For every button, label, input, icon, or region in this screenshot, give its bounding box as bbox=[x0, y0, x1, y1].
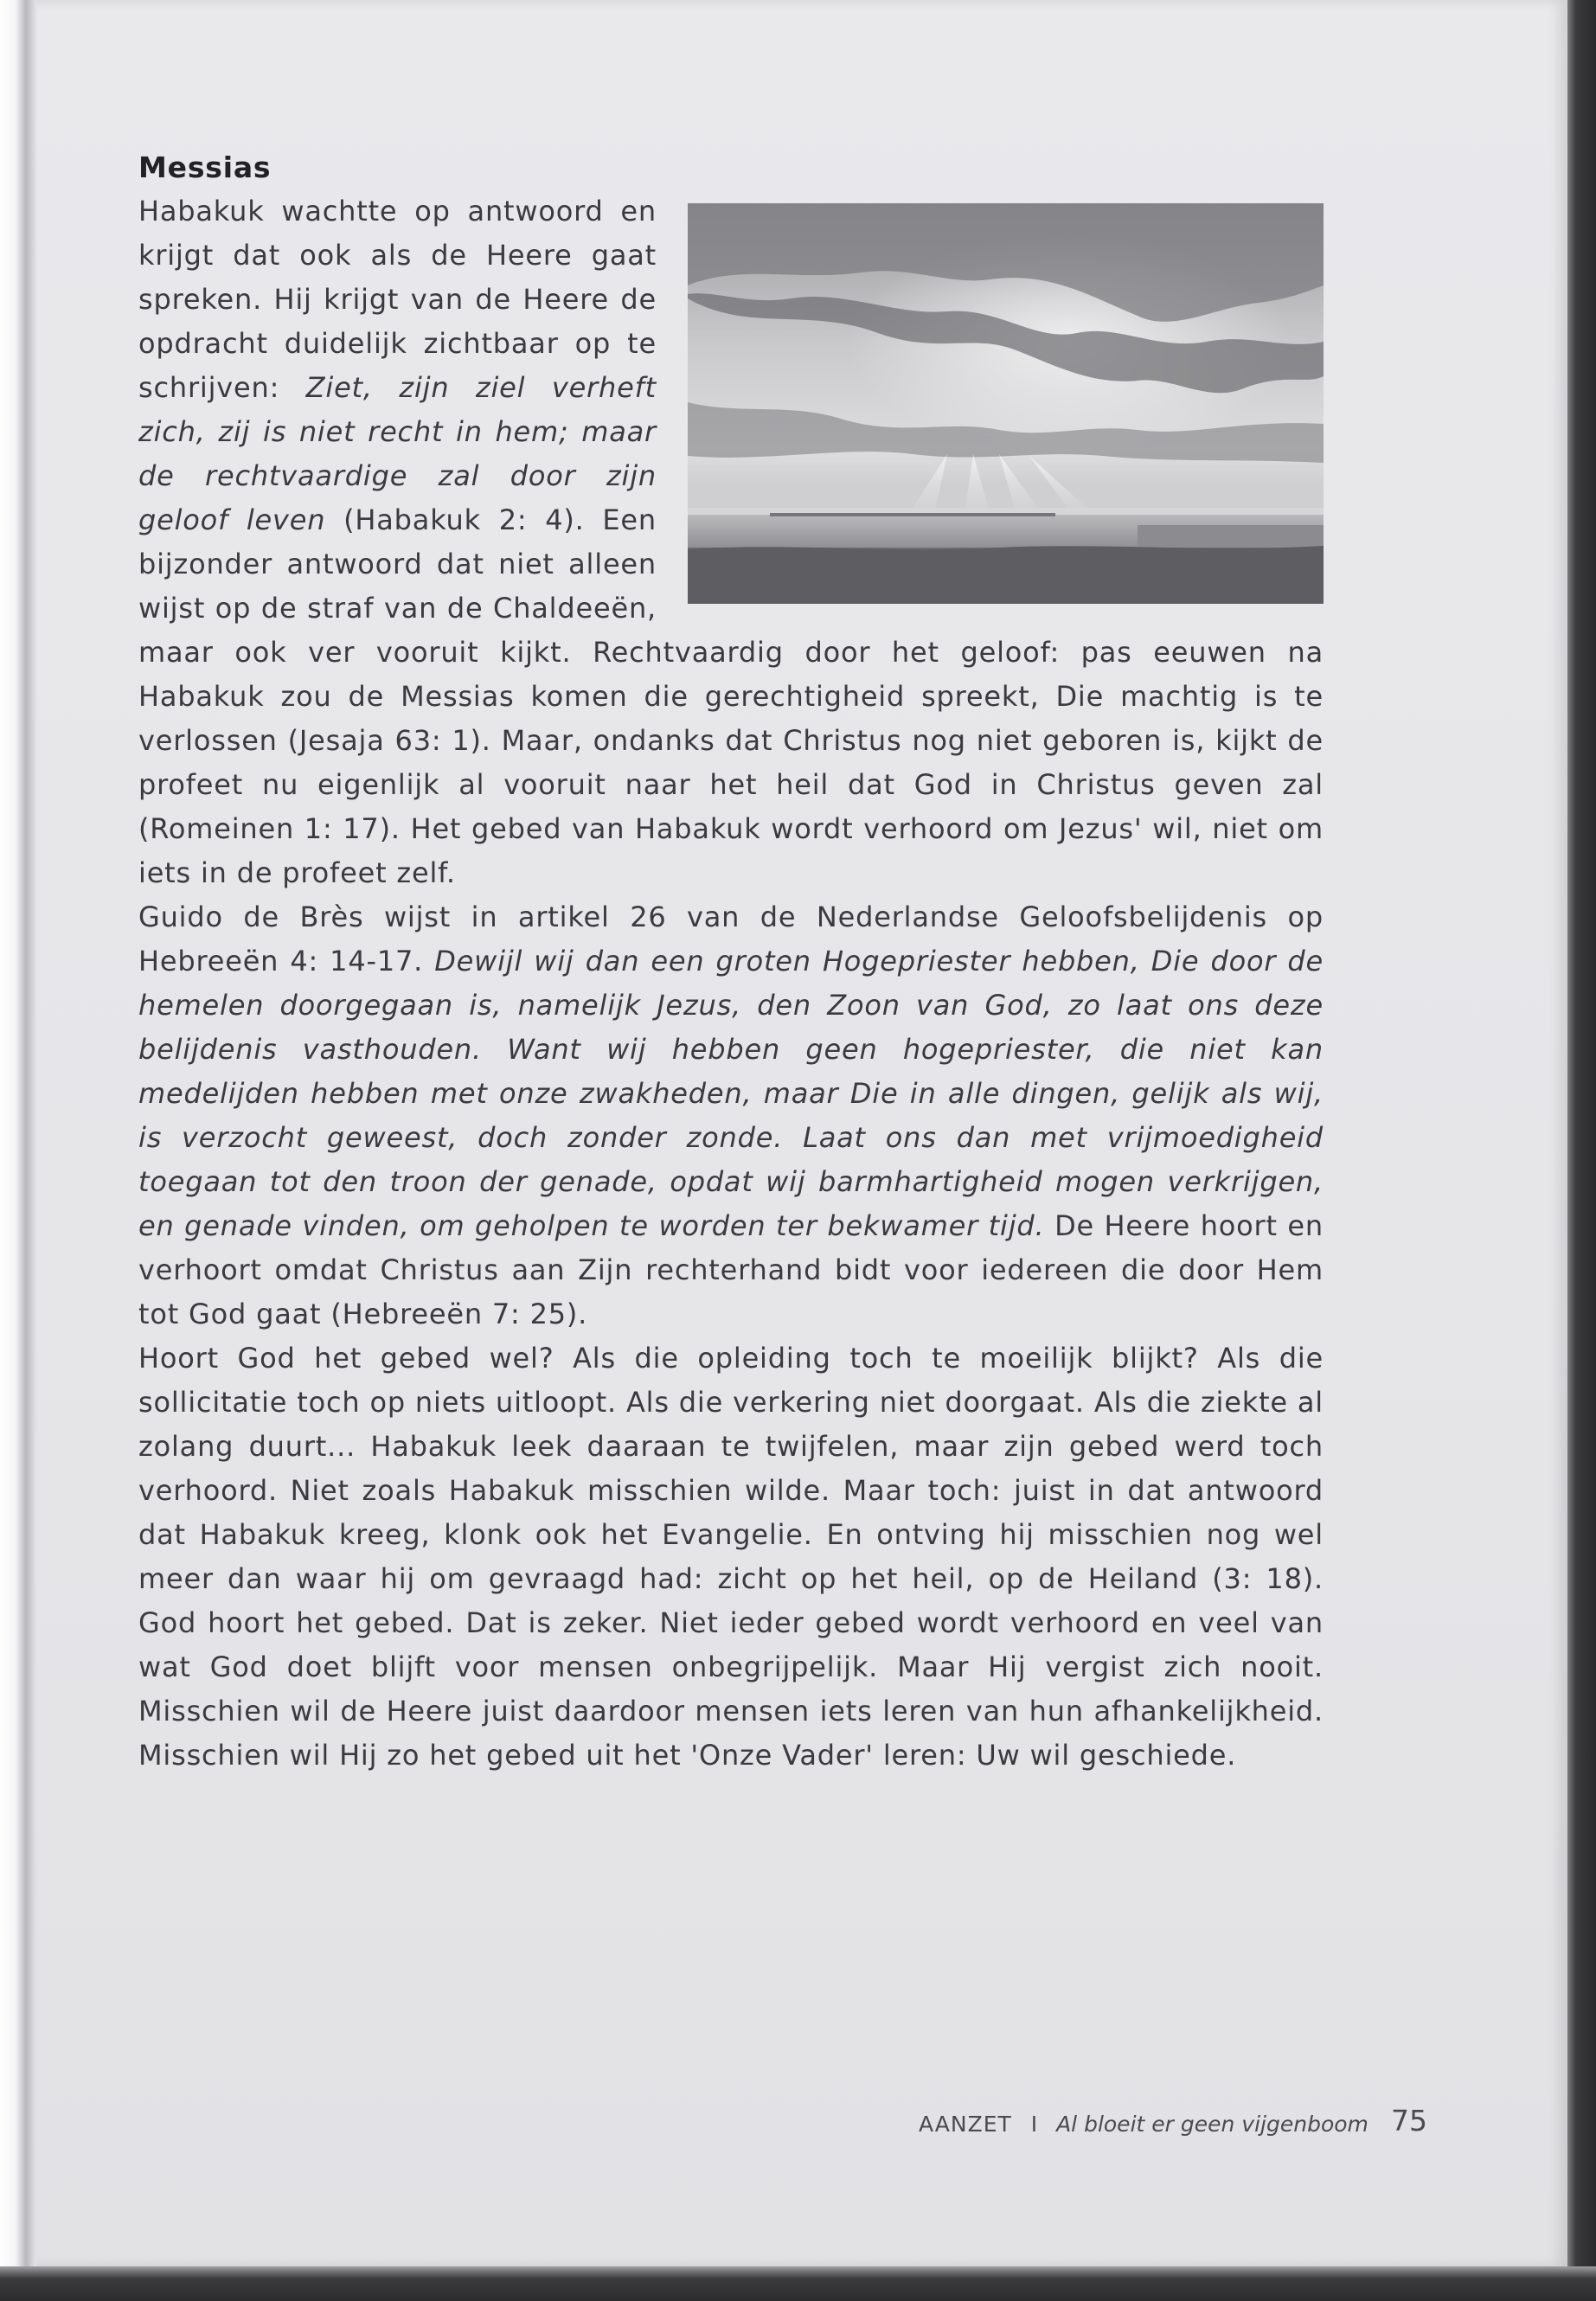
section-heading: Messias bbox=[138, 151, 272, 184]
footer-book-title: Al bloeit er geen vijgenboom bbox=[1056, 2112, 1368, 2137]
confession-text-2: De Heere hoort en verhoort omdat Christus aan Zijn rechterhand bidt voor iedereen die door Hem tot God gaat (Hebreeën 7: 25). bbox=[138, 1209, 1324, 1330]
footer-series: AANZET bbox=[919, 2112, 1012, 2137]
confession-text-1: Guido de Brès wijst in artikel 26 van de Nederlandse Geloofsbelijdenis op Hebreeën 4: 14-17. bbox=[138, 901, 1324, 977]
intro-text-2: (Habakuk 2: 4). Een bijzonder antwoord dat niet alleen wijst op de straf van de Chaldeeën, maar ook ver vooruit kijkt. Rechtvaardig door het geloof: pas eeuwen na Habakuk zou de Messias komen die gerechtigheid spreekt, Die machtig is te verlossen (Jesaja 63: 1). Maar, ondanks dat Christus nog niet geboren is, kijkt de profeet nu eigenlijk al vooruit naar het heil dat God in Christus geven zal (Romeinen 1: 17). Het gebed van Habakuk wordt verhoord om Jezus' wil, niet om iets in de profeet zelf. bbox=[138, 503, 1324, 889]
scan-edge-right bbox=[1567, 0, 1596, 2301]
intro-scripture-quote: Ziet, zijn ziel verheft zich, zij is niet recht in hem; maar de rechtvaardige zal door zijn geloof leven bbox=[138, 371, 657, 536]
article-body bbox=[138, 145, 1324, 1778]
page-number: 75 bbox=[1391, 2104, 1427, 2138]
intro-text-1: Habakuk wachtte op antwoord en krijgt dat ook als de Heere gaat spreken. Hij krijgt van de Heere de opdracht duidelijk zichtbaar op te schrijven: bbox=[138, 195, 657, 404]
sky-photo bbox=[688, 203, 1324, 604]
prayer-paragraph: Hoort God het gebed wel? Als die opleiding toch te moeilijk blijkt? Als die sollicitatie toch op niets uitloopt. Als die verkering niet doorgaat. Als die ziekte al zolang duurt... Habakuk leek daaraan te twijfelen, maar zijn gebed werd toch verhoord. Niet zoals Habakuk misschien wilde. Maar toch: juist in dat antwoord dat Habakuk kreeg, klonk ook het Evangelie. En ontving hij misschien nog wel meer dan waar hij om gevraagd had: zicht op het heil, op de Heiland (3: 18). God hoort het gebed. Dat is zeker. Niet ieder gebed wordt verhoord en veel van wat God doet blijft voor mensen onbegrijpelijk. Maar Hij vergist zich nooit. Misschien wil de Heere juist daardoor mensen iets leren van hun afhankelijkheid. Misschien wil Hij zo het gebed uit het 'Onze Vader' leren: Uw wil geschiede. bbox=[138, 1342, 1324, 1772]
page-footer bbox=[919, 2104, 1446, 2142]
footer-separator: I bbox=[1030, 2112, 1038, 2137]
confession-paragraph bbox=[138, 895, 1324, 1336]
hebrews-quote: Dewijl wij dan een groten Hogepriester hebben, Die door de hemelen doorgegaan is, namelijk Jezus, den Zoon van God, zo laat ons deze belijdenis vasthouden. Want wij hebben geen hogepriester, die niet kan medelijden hebben met onze zwakheden, maar Die in alle dingen, gelijk als wij, is verzocht geweest, doch zonder zonde. Laat ons dan met vrijmoedigheid toegaan tot den troon der genade, opdat wij barmhartigheid mogen verkrijgen, en genade vinden, om geholpen te worden ter bekwamer tijd. bbox=[138, 945, 1324, 1242]
scan-edge-bottom bbox=[0, 2266, 1596, 2301]
scan-edge-left bbox=[0, 0, 36, 2301]
